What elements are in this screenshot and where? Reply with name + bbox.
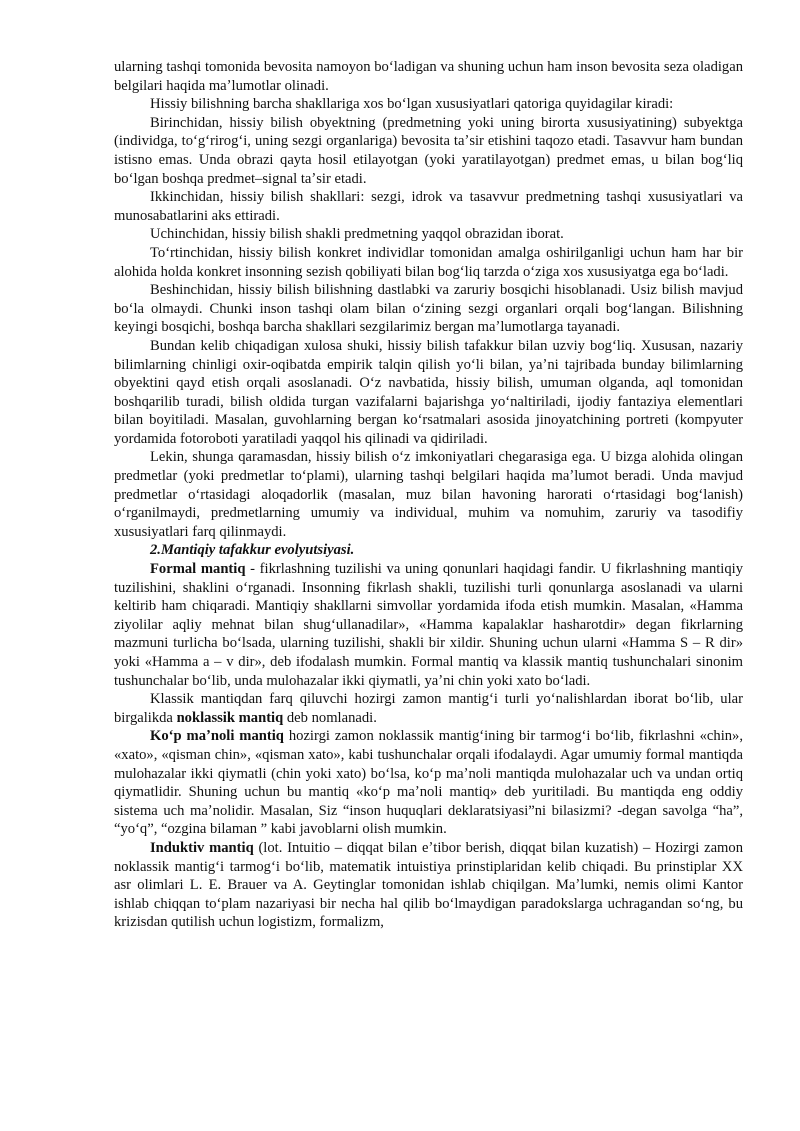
text-run: Lekin, shunga qaramasdan, hissiy bilish oʻz imkoniyatlari chegarasiga ega. U bizga alohida olingan predmetlar (yoki predmetlar toʻplami), ularning tashqi belgilari haqida maʼlumot beradi. Unda mavjud predmetlar oʻrtasidagi aloqadorlik (masalan, muz bilan havoning harorati oʻrtasidagi bogʻlanish) oʻrganilmaydi, predmetlarning umumiy va individual, muhim va nomuhim, zaruriy va tasodifiy xususiyatlari farq qilinmaydi. bbox=[114, 449, 743, 540]
paragraph bbox=[114, 560, 743, 690]
bold-term: Formal mantiq bbox=[150, 561, 246, 578]
paragraph bbox=[114, 281, 743, 337]
paragraph bbox=[114, 95, 743, 114]
text-run: Hissiy bilishning barcha shakllariga xos boʻlgan xususiyatlari qatoriga quyidagilar kiradi: bbox=[150, 96, 674, 113]
bold-term: Induktiv mantiq bbox=[150, 839, 254, 856]
paragraph bbox=[114, 448, 743, 541]
text-run: Klassik mantiqdan farq qiluvchi hozirgi zamon mantigʻi turli yoʻnalishlardan iborat boʻlib, ular birgalikda bbox=[114, 691, 743, 726]
text-run: hozirgi zamon noklassik mantigʻining bir tarmogʻi boʻlib, fikrlashni «chin», «xato», «qisman chin», «qisman xato», kabi tushunchalar orqali ifodalaydi. Agar umumiy formal mantiqda mulohazalar ikki qiymatli (chin yoki xato) boʻlsa, koʻp maʼnoli mantiqda mulohazalar uch va undan ortiq qiymatlidir. Shuning uchun bu mantiq «koʻp maʼnoli mantiq» deb yuritiladi. Bu mantiqda eng oddiy sistema uch maʼnolidir. Masalan, Siz “inson huquqlari deklaratsiyasi”ni bilasizmi? -degan savolga “ha”, “yoʻq”, “ozgina bilaman ” kabi javoblarni olish mumkin. bbox=[114, 728, 744, 838]
paragraph bbox=[114, 188, 743, 225]
paragraph bbox=[114, 58, 743, 95]
paragraph bbox=[114, 839, 743, 932]
text-run: - fikrlashning tuzilishi va uning qonunlari haqidagi fandir. U fikrlashning mantiqiy tuzilishini, shaklini oʻrganadi. Insonning fikrlash shakli, tuzilishi turli qonunlarga asoslanadi va ularni keltirib ham chiqaradi. Mantiqiy shakllarni simvollar yordamida ifoda etish mumkin. Masalan, «Hamma ziyolilar aqliy mehnat bilan shugʻullanadilar», «Hamma kapalaklar hasharotdir» degan fikrlarning mazmuni turlicha boʻlsada, ularning tuzilishi, shakli bir xildir. Shuning uchun ularni «Hamma S – R dir» yoki «Hamma a – v dir», deb ifodalash mumkin. Formal mantiq va klassik mantiq tushunchalari sinonim tushunchalar boʻlib, unda mulohazalar ikki qiymatli, yaʼni chin yoki xato boʻladi. bbox=[114, 561, 744, 689]
bold-term: Koʻp maʼnoli mantiq bbox=[150, 728, 284, 745]
text-run: (lot. Intuitio – diqqat bilan eʼtibor berish, diqqat bilan kuzatish) – Hozirgi zamon noklassik mantigʻi tarmogʻi boʻlib, matematik intuistiya prinstiplaridan kelib chiqadi. Bu prinstiplar XX asr olimlari L. E. Brauer va A. Geytinglar tomonidan ishlab chiqilgan. Maʼlumki, nemis olimi Kantor ishlab chiqqan toʻplam nazariyasi bir necha hal qilib boʻlmaydigan paradokslarga uchragandan soʻng, bu krizisdan qutilish uchun logistizm, formalizm, bbox=[114, 839, 743, 931]
paragraph bbox=[114, 114, 743, 188]
paragraph bbox=[114, 690, 743, 727]
text-run: deb nomlanadi. bbox=[283, 709, 377, 726]
section-heading bbox=[114, 541, 743, 560]
text-run: 2.Mantiqiy tafakkur evolyutsiyasi. bbox=[150, 542, 355, 559]
text-run: Birinchidan, hissiy bilish obyektning (predmetning yoki uning birorta xususiyatining) subyektga (individga, toʻgʻrirogʻi, uning sezgi organlariga) bevosita taʼsir etishini taqozo etadi. Tasavvur ham bundan istisno emas. Unda obrazi qayta hosil etilayotgan (yoki yaratilayotgan) predmet emas, u bilan bogʻliq boʻlgan boshqa predmet–signal taʼsir etadi. bbox=[114, 114, 743, 187]
text-run: Toʻrtinchidan, hissiy bilish konkret individlar tomonidan amalga oshirilganligi uchun ham har bir alohida holda konkret insonning sezish qobiliyati bilan bogʻliq tarzda oʻziga xos xususiyatga ega boʻladi. bbox=[114, 244, 743, 280]
text-run: ularning tashqi tomonida bevosita namoyon boʻladigan va shuning uchun ham inson bevosita seza oladigan belgilari haqida maʼlumotlar olinadi. bbox=[114, 59, 743, 94]
text-run: Bundan kelib chiqadigan xulosa shuki, hissiy bilish tafakkur bilan uzviy bogʻliq. Xususan, nazariy bilimlarning chinligi oxir-oqibatda empirik talqin qilish yoʻli bilan, yaʼni tajribada bunday bilimlarning obyektini qayd etish orqali asoslanadi. Oʻz navbatida, hissiy bilish, umuman olganda, aql tomonidan boshqarilib turadi, bilish oldida turgan vazifalarni bajarishga yoʻnaltiriladi, ijodiy fantaziya elementlari bilan boyitiladi. Masalan, guvohlarning bergan koʻrsatmalari asosida jinoyatchining portreti (kompyuter yordamida fotoroboti yaratiladi yaqqol his qilinadi va qidiriladi. bbox=[114, 337, 743, 447]
paragraph bbox=[114, 244, 743, 281]
paragraph bbox=[114, 337, 743, 449]
bold-term: noklassik mantiq bbox=[176, 709, 284, 726]
paragraph bbox=[114, 727, 743, 839]
document-body bbox=[114, 58, 743, 932]
paragraph bbox=[114, 225, 743, 244]
text-run: Beshinchidan, hissiy bilish bilishning dastlabki va zaruriy bosqichi hisoblanadi. Usiz bilish mavjud boʻla olmaydi. Chunki inson tashqi olam bilan oʻzining sezgi organlari orqali bogʻlangan. Bilishning keyingi bosqichi, boshqa barcha shakllari sezgilarimiz bergan maʼlumotlarga tayanadi. bbox=[114, 282, 743, 336]
text-run: Ikkinchidan, hissiy bilish shakllari: sezgi, idrok va tasavvur predmetning tashqi xususiyatlari va munosabatlarini aks ettiradi. bbox=[114, 189, 743, 224]
text-run: Uchinchidan, hissiy bilish shakli predmetning yaqqol obrazidan iborat. bbox=[150, 226, 564, 243]
